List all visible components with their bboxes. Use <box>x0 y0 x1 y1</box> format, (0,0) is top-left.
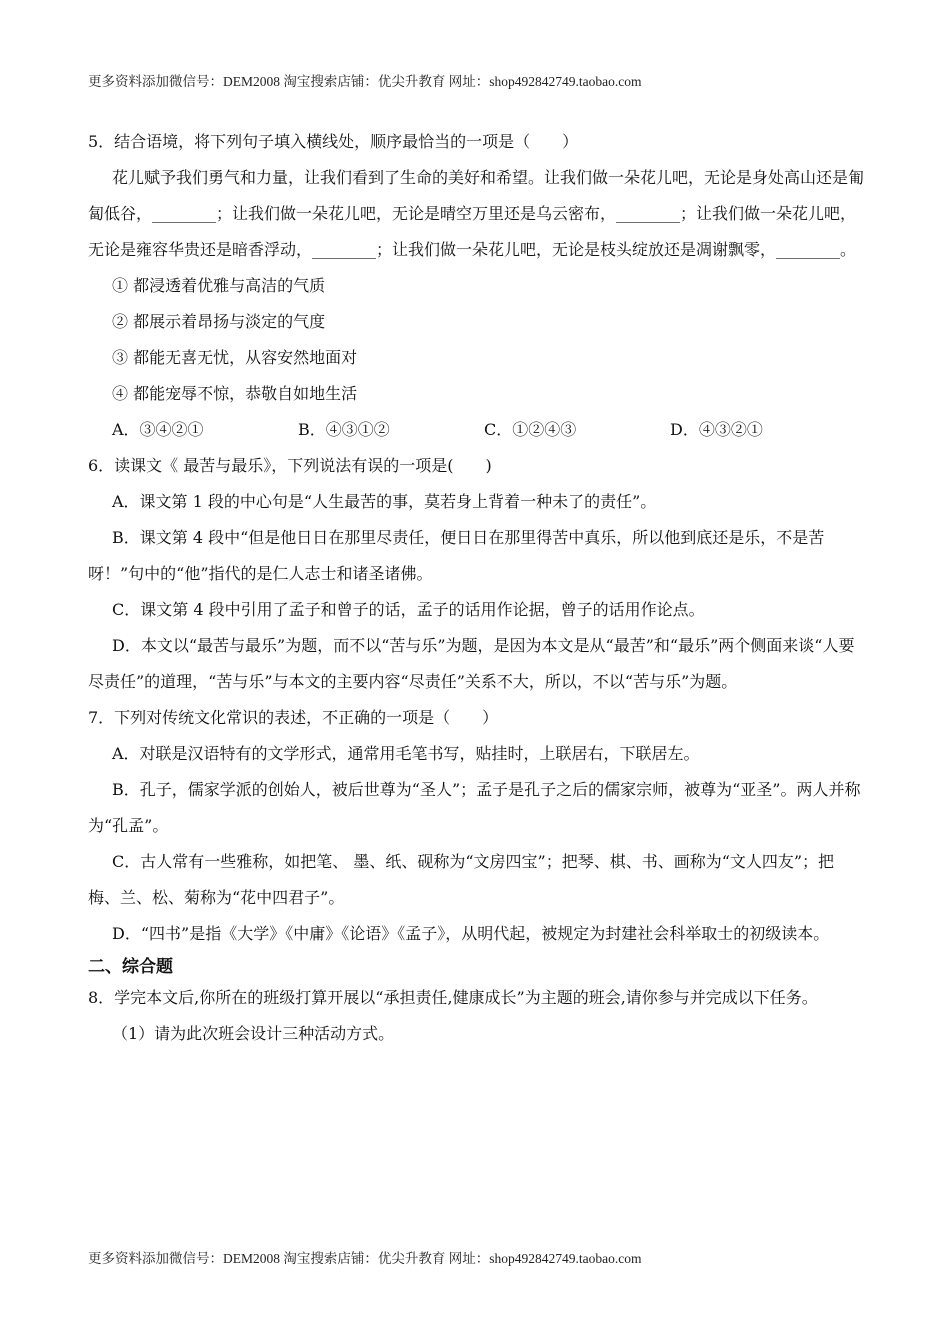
document-body <box>88 124 864 1052</box>
q7-option-a: A．对联是汉语特有的文学形式，通常用毛笔书写，贴挂时，上联居右，下联居左。 <box>112 744 700 763</box>
q5-item-4: ④ 都能宠辱不惊，恭敬自如地生活 <box>112 384 358 403</box>
q7-option-d: D．“四书”是指《大学》《中庸》《论语》《孟子》，从明代起，被规定为封建社会科举取士的初级读本。 <box>112 924 830 943</box>
q6-option-b: B．课文第 4 段中“但是他日日在那里尽责任，便日日在那里得苦中真乐，所以他到底还是乐，不是苦呀！”句中的“他”指代的是仁人志士和诸圣诸佛。 <box>88 528 825 583</box>
page-header: 更多资料添加微信号：DEM2008 淘宝搜索店铺：优尖升教育 网址：shop492842749.taobao.com <box>88 74 642 89</box>
q6-option-a: A．课文第 1 段的中心句是“人生最苦的事，莫若身上背着一种未了的责任”。 <box>112 492 657 511</box>
section-title-comprehensive: 二、综合题 <box>88 957 173 977</box>
q6-option-d: D．本文以“最苦与最乐”为题，而不以“苦与乐”为题，是因为本文是从“最苦”和“最乐”两个侧面来谈“人要尽责任”的道理，“苦与乐”与本文的主要内容“尽责任”关系不大，所以，不以“苦与乐”为题。 <box>88 636 855 691</box>
q5-item-3: ③ 都能无喜无忧，从容安然地面对 <box>112 348 358 367</box>
q7-stem: 7．下列对传统文化常识的表述，不正确的一项是（ ） <box>88 708 499 727</box>
q5-choice-a: A．③④②① <box>112 420 204 439</box>
page-footer: 更多资料添加微信号：DEM2008 淘宝搜索店铺：优尖升教育 网址：shop492842749.taobao.com <box>88 1251 642 1266</box>
q5-choices <box>88 412 864 448</box>
q5-item-2: ② 都展示着昂扬与淡定的气度 <box>112 312 326 331</box>
q8-sub-1: （1）请为此次班会设计三种活动方式。 <box>112 1024 395 1043</box>
q5-passage: 花儿赋予我们勇气和力量，让我们看到了生命的美好和希望。让我们做一朵花儿吧，无论是身处高山还是匍匐低谷，________；让我们做一朵花儿吧，无论是晴空万里还是乌云密布，________；让我们做一朵花儿吧，无论是雍容华贵还是暗香浮动，________；让我们做一朵花儿吧，无论是枝头绽放还是凋谢飘零，________。 <box>88 168 865 259</box>
q7-option-b: B．孔子，儒家学派的创始人，被后世尊为“圣人”；孟子是孔子之后的儒家宗师，被尊为“亚圣”。两人并称为“孔孟”。 <box>88 780 861 835</box>
q8-stem: 8．学完本文后,你所在的班级打算开展以“承担责任,健康成长”为主题的班会,请你参与并完成以下任务。 <box>88 988 818 1007</box>
q5-stem: 5．结合语境，将下列句子填入横线处，顺序最恰当的一项是（ ） <box>88 132 579 151</box>
q7-option-c: C．古人常有一些雅称，如把笔、 墨、纸、砚称为“文房四宝”；把琴、棋、书、画称为“文人四友”；把梅、兰、松、菊称为“花中四君子”。 <box>88 852 835 907</box>
q5-choice-d: D．④③②① <box>670 420 763 439</box>
q6-option-c: C．课文第 4 段中引用了孟子和曾子的话，孟子的话用作论据，曾子的话用作论点。 <box>112 600 705 619</box>
q6-stem: 6．读课文《 最苦与最乐》，下列说法有误的一项是( ) <box>88 456 492 475</box>
q5-choice-c: C．①②④③ <box>484 420 577 439</box>
q5-item-1: ① 都浸透着优雅与高洁的气质 <box>112 276 326 295</box>
q5-choice-b: B．④③①② <box>298 420 390 439</box>
